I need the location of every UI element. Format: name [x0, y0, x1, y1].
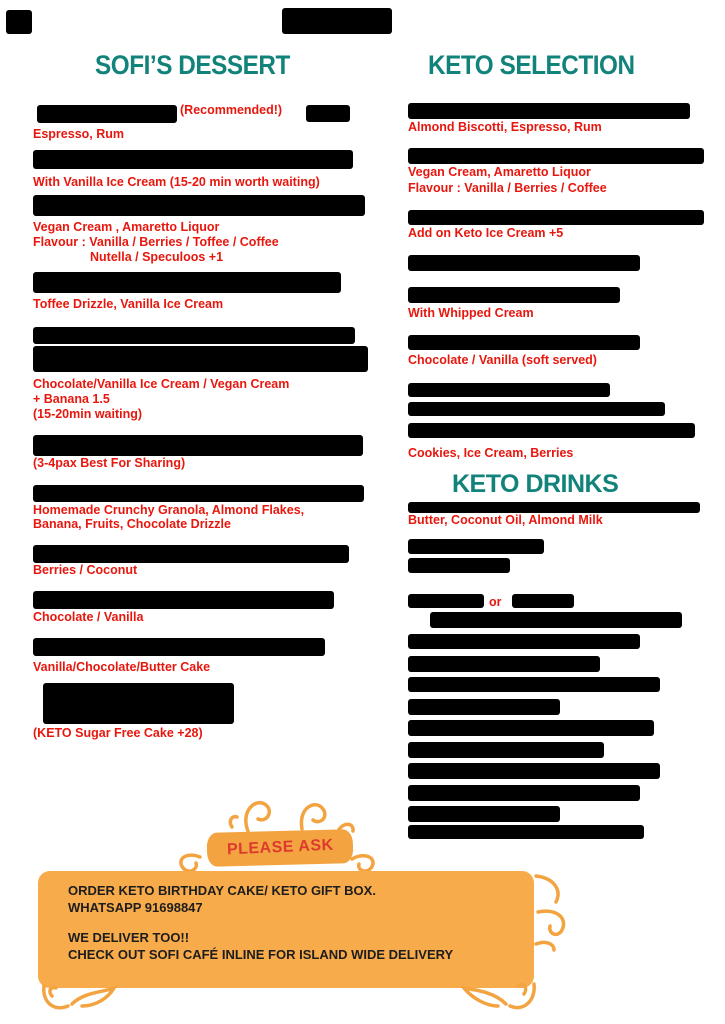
- dessert-desc: (3-4pax Best For Sharing): [33, 456, 186, 470]
- redacted-text-bar: [33, 591, 334, 609]
- redacted-text-bar: [408, 210, 704, 225]
- delivery-banner: [38, 871, 534, 988]
- keto-desc: Vegan Cream, Amaretto Liquor: [408, 165, 591, 179]
- redacted-text-bar: [33, 272, 341, 293]
- redacted-text-bar: [33, 545, 349, 563]
- redacted-text-bar: [408, 383, 610, 397]
- redacted-text-bar: [408, 502, 700, 513]
- keto-desc: Almond Biscotti, Espresso, Rum: [408, 120, 602, 134]
- redacted-text-bar: [408, 634, 640, 649]
- dessert-desc: Espresso, Rum: [33, 127, 125, 141]
- redacted-text-bar: [408, 656, 600, 672]
- redacted-text-bar: [408, 806, 560, 822]
- dessert-desc: (KETO Sugar Free Cake +28): [33, 726, 203, 740]
- delivery-banner-line: ORDER KETO BIRTHDAY CAKE/ KETO GIFT BOX.: [68, 883, 376, 898]
- redacted-text-bar: [33, 327, 355, 344]
- redacted-text-bar: [33, 638, 325, 656]
- keto-drinks-title: KETO DRINKS: [452, 470, 619, 498]
- delivery-banner-line: WE DELIVER TOO!!: [68, 930, 190, 945]
- delivery-banner-line: WHATSAPP 91698847: [68, 900, 203, 915]
- keto-desc: With Whipped Cream: [408, 306, 534, 320]
- keto-desc: Add on Keto Ice Cream +5: [408, 226, 564, 240]
- redacted-text-bar: [33, 150, 353, 169]
- right-column-title: KETO SELECTION: [428, 50, 635, 80]
- redacted-text-bar: [33, 485, 364, 502]
- redacted-text-bar: [408, 402, 665, 416]
- redacted-text-bar: [408, 539, 544, 554]
- redacted-text-bar: [408, 558, 510, 573]
- dessert-desc: Vanilla/Chocolate/Butter Cake: [33, 660, 211, 674]
- dessert-desc: With Vanilla Ice Cream (15-20 min worth waiting): [33, 175, 320, 189]
- please-ask-label: PLEASE ASK: [226, 836, 334, 859]
- redacted-text-bar: [408, 825, 644, 839]
- recommended-note: (Recommended!): [180, 103, 283, 117]
- banner-right-flourish-icon: [528, 868, 588, 954]
- redacted-text-bar: [408, 742, 604, 758]
- redacted-text-bar: [408, 720, 654, 736]
- keto-desc: Butter, Coconut Oil, Almond Milk: [408, 513, 603, 527]
- redacted-text-bar: [282, 8, 392, 34]
- dessert-desc: (15-20min waiting): [33, 407, 143, 421]
- redacted-text-bar: [408, 785, 640, 801]
- dessert-desc: + Banana 1.5: [33, 392, 110, 406]
- redacted-text-bar: [512, 594, 574, 608]
- dessert-desc: Vegan Cream , Amaretto Liquor: [33, 220, 220, 234]
- redacted-text-bar: [408, 148, 704, 164]
- redacted-text-bar: [37, 105, 177, 123]
- redacted-text-bar: [430, 612, 682, 628]
- redacted-text-bar: [408, 103, 690, 119]
- redacted-text-bar: [408, 255, 640, 271]
- redacted-text-bar: [408, 677, 660, 692]
- dessert-desc: Nutella / Speculoos +1: [90, 250, 224, 264]
- dessert-desc: Banana, Fruits, Chocolate Drizzle: [33, 517, 231, 531]
- dessert-desc: Chocolate / Vanilla: [33, 610, 144, 624]
- keto-desc: or: [489, 595, 502, 609]
- redacted-text-bar: [408, 287, 620, 303]
- redacted-text-bar: [306, 105, 350, 122]
- redacted-text-bar: [408, 335, 640, 350]
- keto-desc: Flavour : Vanilla / Berries / Coffee: [408, 181, 607, 195]
- redacted-text-bar: [6, 10, 32, 34]
- redacted-text-bar: [33, 346, 368, 372]
- delivery-banner-line: CHECK OUT SOFI CAFÉ INLINE FOR ISLAND WIDE DELIVERY: [68, 947, 454, 962]
- redacted-text-bar: [408, 699, 560, 715]
- keto-desc: Chocolate / Vanilla (soft served): [408, 353, 597, 367]
- redacted-text-bar: [408, 763, 660, 779]
- dessert-desc: Toffee Drizzle, Vanilla Ice Cream: [33, 297, 224, 311]
- redacted-text-bar: [33, 435, 363, 456]
- redacted-text-bar: [33, 195, 365, 216]
- redacted-text-bar: [408, 423, 695, 438]
- redacted-text-bar: [408, 594, 484, 608]
- keto-desc: Cookies, Ice Cream, Berries: [408, 446, 574, 460]
- dessert-desc: Flavour : Vanilla / Berries / Toffee / Coffee: [33, 235, 279, 249]
- dessert-desc: Berries / Coconut: [33, 563, 138, 577]
- redacted-text-bar: [43, 683, 234, 724]
- dessert-desc: Homemade Crunchy Granola, Almond Flakes,: [33, 503, 305, 517]
- left-column-title: SOFI’S DESSERT: [95, 50, 290, 80]
- please-ask-ribbon: [207, 829, 354, 867]
- dessert-desc: Chocolate/Vanilla Ice Cream / Vegan Cream: [33, 377, 290, 391]
